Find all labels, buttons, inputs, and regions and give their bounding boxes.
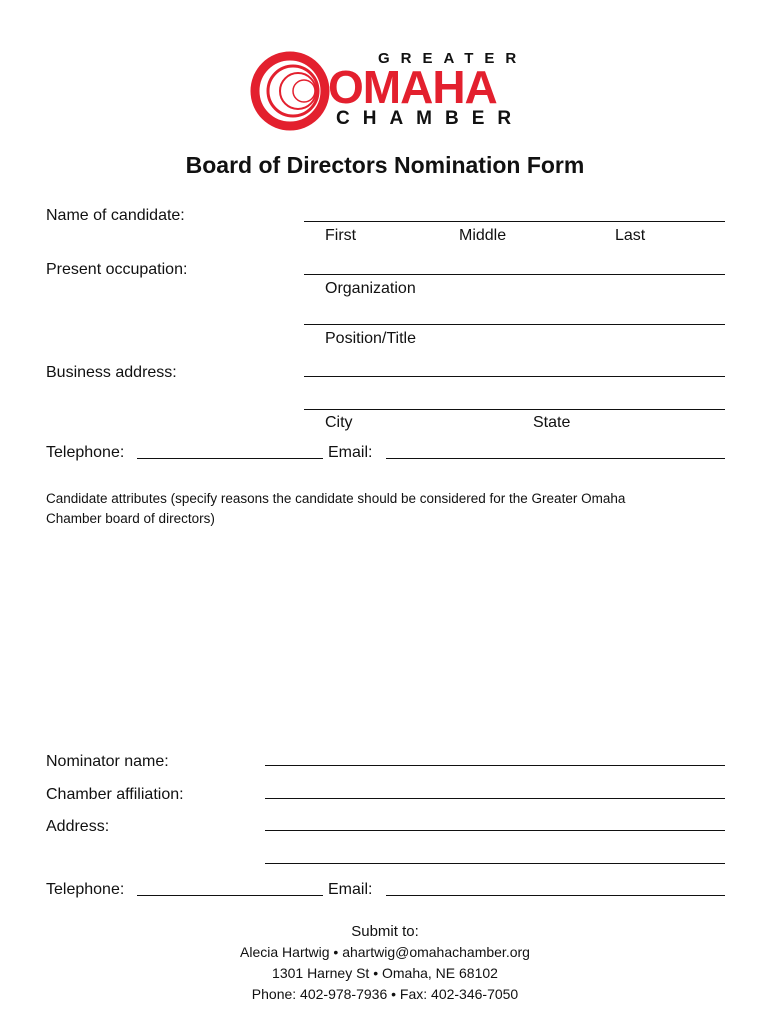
form-title: Board of Directors Nomination Form [185, 152, 585, 178]
chamber-affiliation-label: Chamber affiliation: [46, 786, 184, 803]
candidate-telephone-label: Telephone: [46, 444, 125, 461]
organization-field[interactable] [304, 274, 725, 275]
candidate-email-label: Email: [328, 444, 373, 461]
candidate-email-field[interactable] [386, 458, 725, 459]
nominator-telephone-label: Telephone: [46, 881, 125, 898]
logo-chamber-text: CHAMBER [336, 108, 525, 129]
occupation-label: Present occupation: [46, 261, 188, 278]
position-field[interactable] [304, 324, 725, 325]
logo-greater-text: GREATER [378, 50, 528, 67]
last-name-caption: Last [615, 227, 646, 244]
middle-name-caption: Middle [459, 227, 507, 244]
nominator-email-label: Email: [328, 881, 373, 898]
nominator-name-field[interactable] [265, 765, 725, 766]
submit-heading: Submit to: [351, 923, 419, 940]
first-name-caption: First [325, 227, 357, 244]
nominator-name-label: Nominator name: [46, 753, 169, 770]
nominator-telephone-field[interactable] [137, 895, 323, 896]
candidate-name-field[interactable] [304, 221, 725, 222]
city-state-field[interactable] [304, 409, 725, 410]
nominator-email-field[interactable] [386, 895, 725, 896]
submit-address: 1301 Harney St • Omaha, NE 68102 [272, 965, 498, 981]
business-address-field[interactable] [304, 376, 725, 377]
submit-contact: Alecia Hartwig • ahartwig@omahachamber.org [240, 944, 530, 960]
position-caption: Position/Title [325, 330, 416, 347]
organization-caption: Organization [325, 280, 416, 297]
business-address-label: Business address: [46, 364, 177, 381]
candidate-telephone-field[interactable] [137, 458, 323, 459]
chamber-affiliation-field[interactable] [265, 798, 725, 799]
city-caption: City [325, 414, 353, 431]
submit-phone-fax: Phone: 402-978-7936 • Fax: 402-346-7050 [251, 986, 519, 1002]
attributes-text-area[interactable] [46, 535, 725, 735]
nominator-address-label: Address: [46, 818, 110, 835]
candidate-name-label: Name of candidate: [46, 207, 185, 224]
attributes-note: Candidate attributes (specify reasons the candidate should be considered for the Greater Omaha Chamber board of directors) [46, 491, 626, 526]
greater-omaha-chamber-logo [250, 48, 528, 134]
logo-omaha-text: OMAHA [328, 61, 497, 113]
nominator-address-field-2[interactable] [265, 863, 725, 864]
nominator-address-field[interactable] [265, 830, 725, 831]
state-caption: State [533, 414, 571, 431]
